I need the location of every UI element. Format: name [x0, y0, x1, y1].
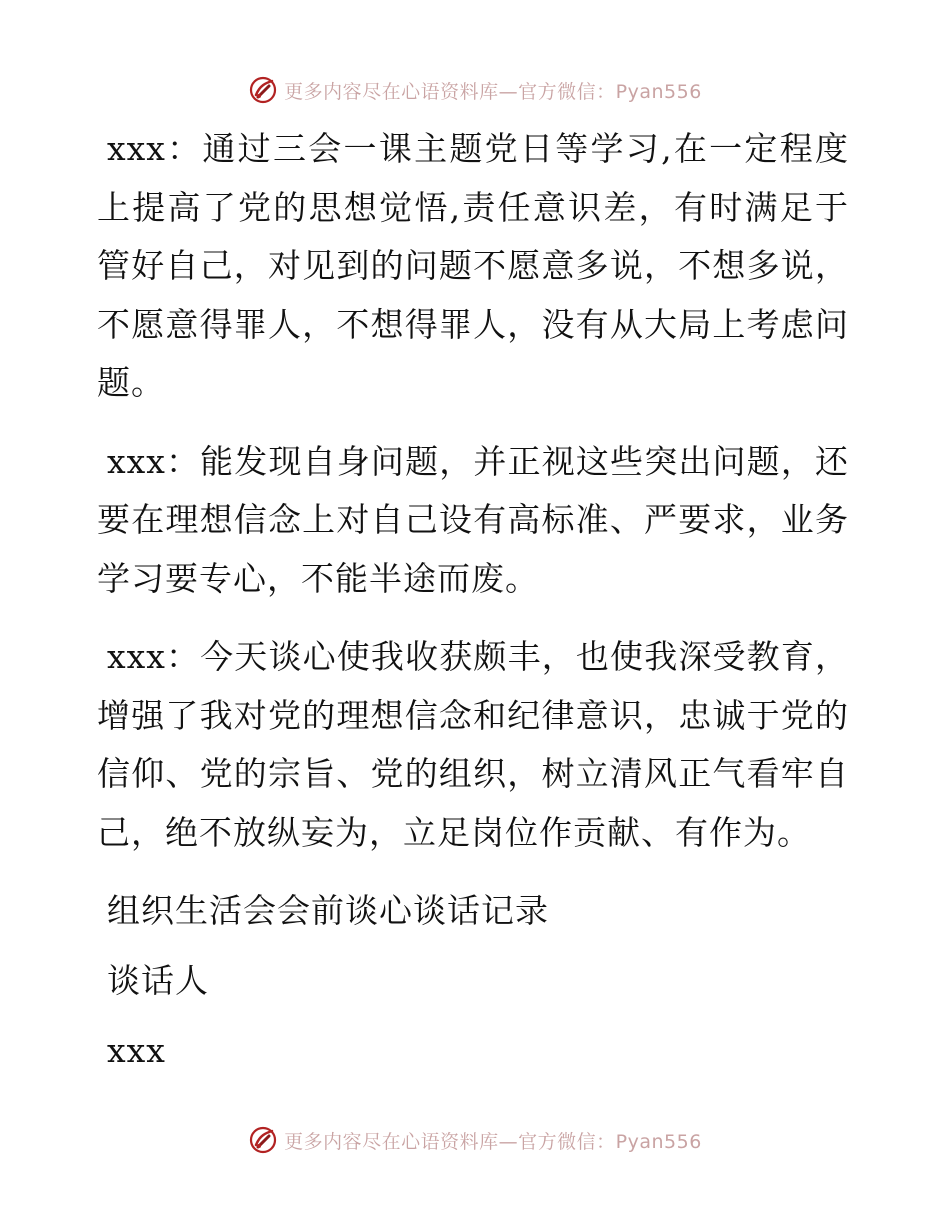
paragraph-2: xxx：能发现自身问题，并正视这些突出问题，还要在理想信念上对自己设有高标准、严要求，业务学习要专心，不能半途而废。	[97, 441, 849, 598]
paragraph-1: xxx：通过三会一课主题党日等学习,在一定程度上提高了党的思想觉悟,责任意识差，有时满足于管好自己，对见到的问题不愿意多说，不想多说，不愿意得罪人，不想得罪人，没有从大局上考虑问题。	[97, 129, 849, 402]
footer-watermark-inner	[248, 1125, 702, 1155]
watermark-text: 更多内容尽在心语资料库—官方微信：Pyan556	[284, 1130, 702, 1153]
book-pen-icon	[248, 1125, 278, 1155]
header-watermark-inner	[248, 75, 702, 105]
speaker-name: xxx	[107, 1031, 166, 1070]
section-title: 组织生活会会前谈心谈话记录	[107, 891, 549, 930]
speaker-label: 谈话人	[107, 961, 209, 1000]
book-pen-icon	[248, 75, 278, 105]
watermark-text: 更多内容尽在心语资料库—官方微信：Pyan556	[284, 80, 702, 103]
footer-watermark	[0, 1120, 950, 1160]
document-body	[97, 120, 849, 1080]
header-watermark	[0, 70, 950, 110]
paragraph-3: xxx：今天谈心使我收获颇丰，也使我深受教育，增强了我对党的理想信念和纪律意识，忠诚于党的信仰、党的宗旨、党的组织，树立清风正气看牢自己，绝不放纵妄为，立足岗位作贡献、有作为。	[97, 637, 849, 852]
